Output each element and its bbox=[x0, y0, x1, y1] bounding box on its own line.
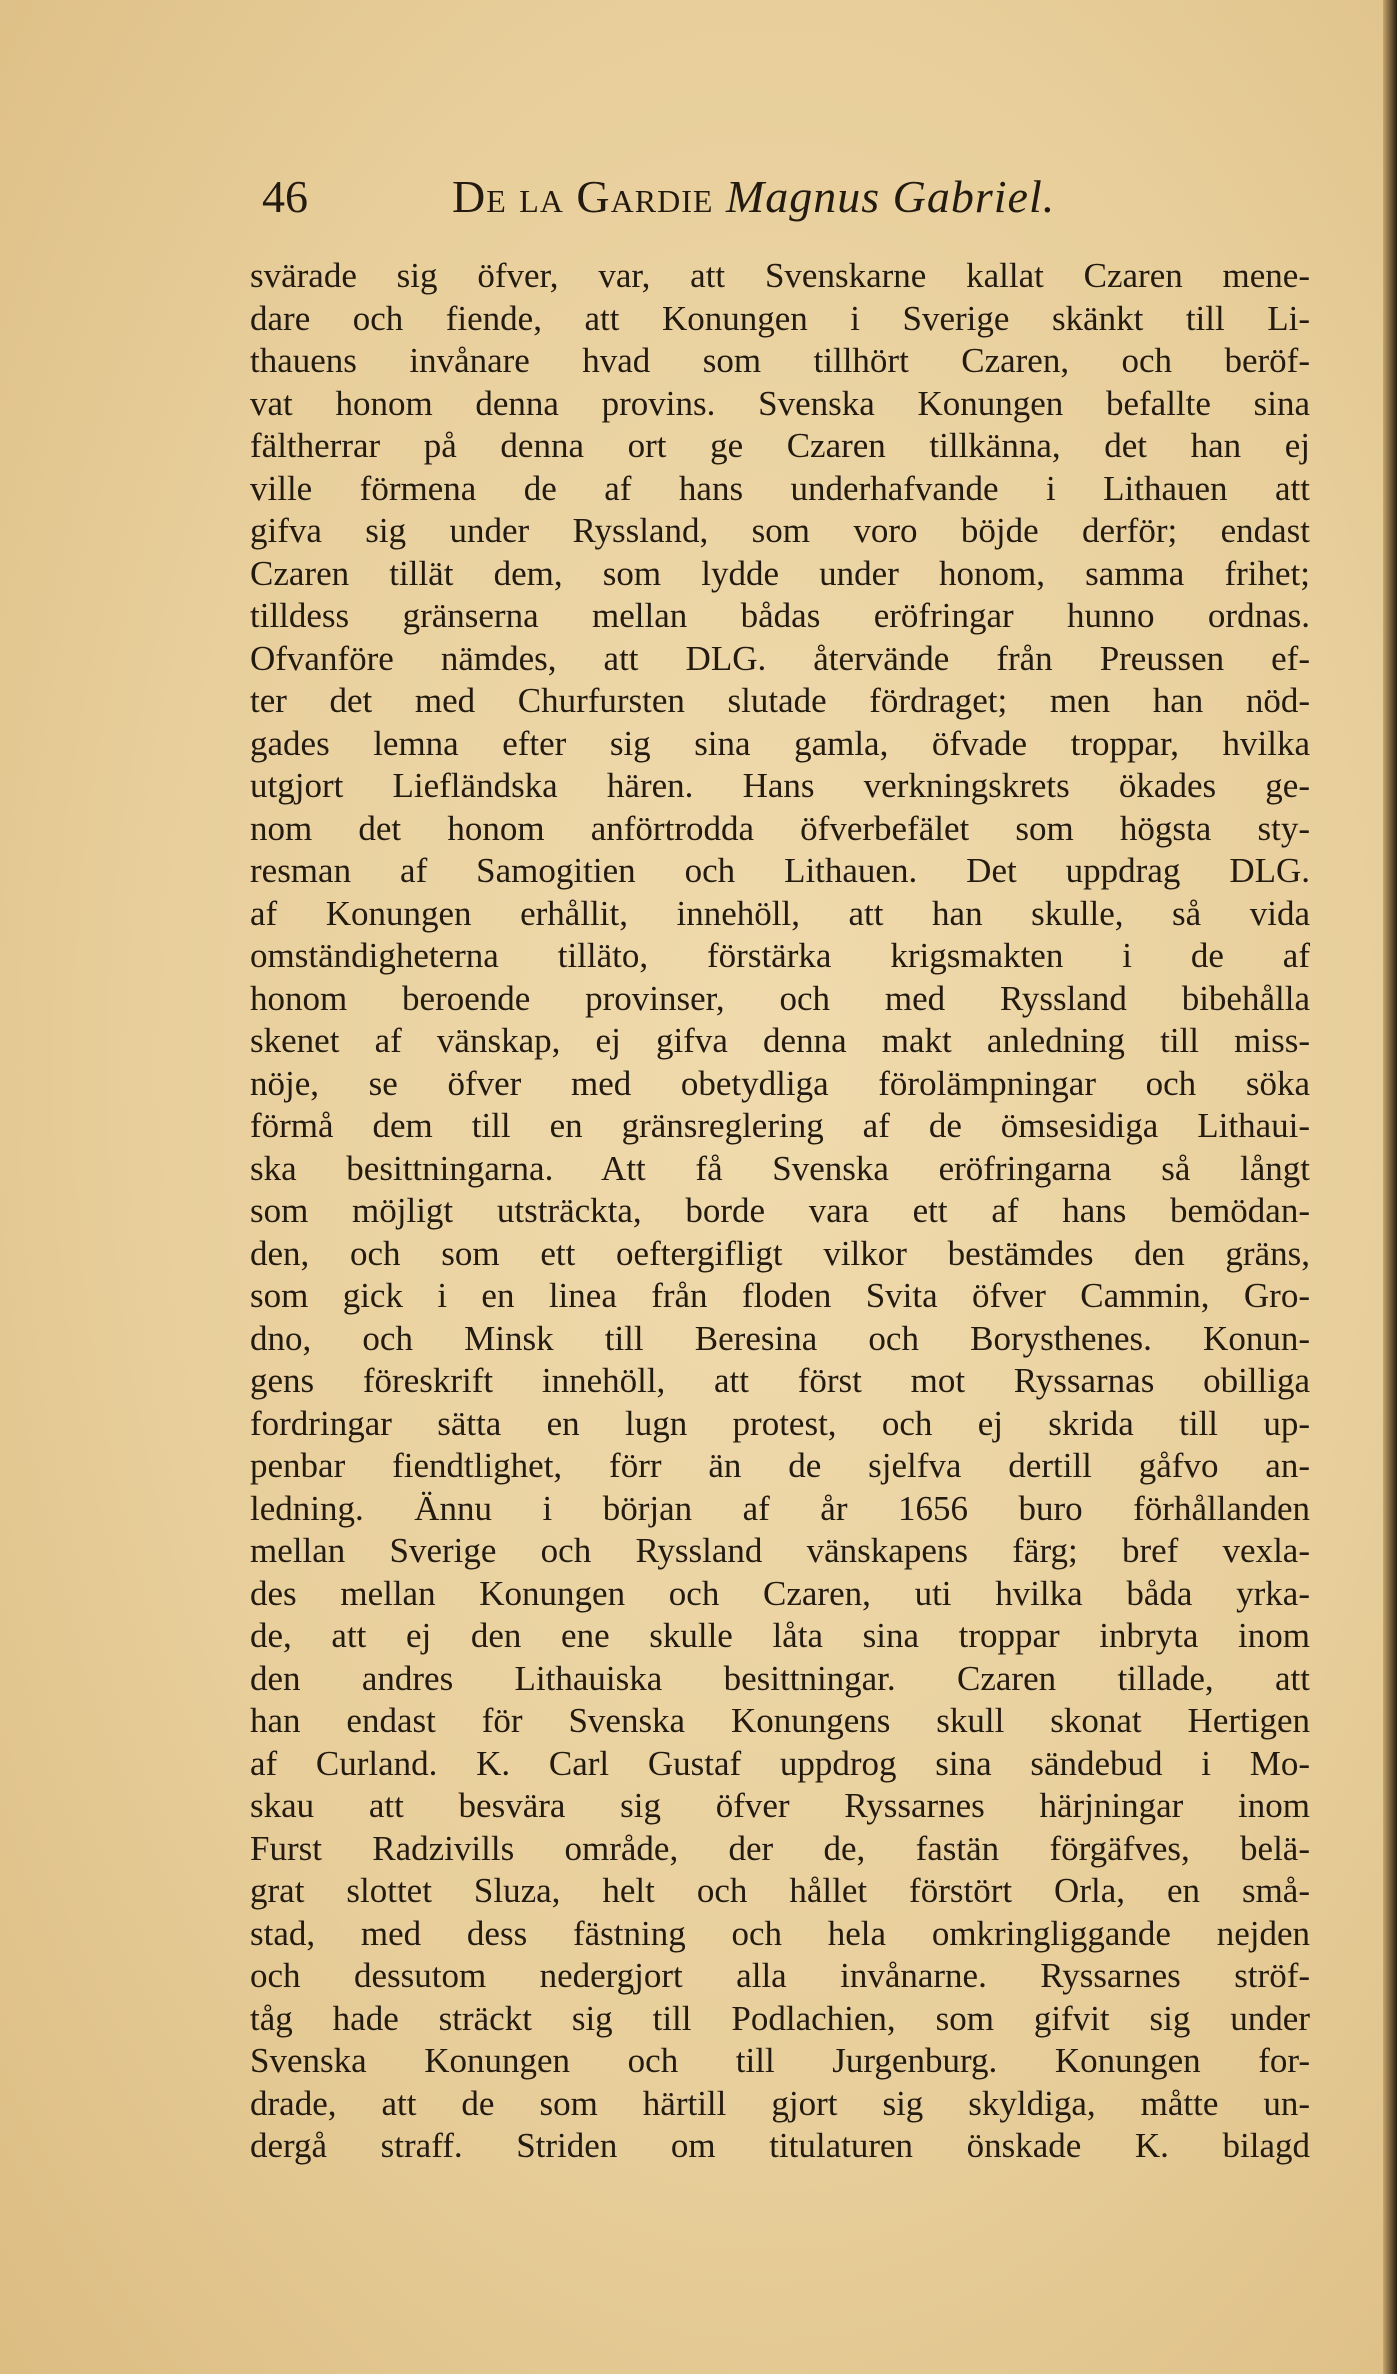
text-line: dno, och Minsk till Beresina och Borysthenes. Konun- bbox=[250, 1318, 1310, 1358]
text-line: omständigheterna tilläto, förstärka krigsmakten i de af bbox=[250, 936, 1310, 975]
text-line: stad, med dess fästning och hela omkringliggande nejden bbox=[250, 1913, 1310, 1953]
text-line: tåg hade sträckt sig till Podlachien, som gifvit sig under bbox=[250, 1998, 1310, 2038]
text-line: des mellan Konungen och Czaren, uti hvilka båda yrka- bbox=[250, 1573, 1310, 1613]
body-text bbox=[250, 255, 1310, 2168]
text-line: som möjligt utsträckta, borde vara ett af hans bemödan- bbox=[250, 1191, 1310, 1230]
text-line: Svenska Konungen och till Jurgenburg. Konungen for- bbox=[250, 2041, 1310, 2080]
text-line: Czaren tillät dem, som lydde under honom, samma frihet; bbox=[250, 553, 1310, 593]
text-line: honom beroende provinser, och med Ryssland bibehålla bbox=[250, 978, 1310, 1018]
page-header bbox=[262, 170, 1162, 240]
text-line: penbar fiendtlighet, förr än de sjelfva dertill gåfvo an- bbox=[250, 1446, 1310, 1485]
page-number: 46 bbox=[262, 171, 308, 222]
page-edge-shadow bbox=[1383, 0, 1397, 2374]
text-line: skau att besvära sig öfver Ryssarnes härjningar inom bbox=[250, 1786, 1310, 1825]
text-line: den, och som ett oeftergifligt vilkor bestämdes den gräns, bbox=[250, 1233, 1310, 1273]
text-line: gades lemna efter sig sina gamla, öfvade troppar, hvilka bbox=[250, 723, 1310, 763]
text-line: som gick i en linea från floden Svita öfver Cammin, Gro- bbox=[250, 1276, 1310, 1315]
text-line: resman af Samogitien och Lithauen. Det uppdrag DLG. bbox=[250, 851, 1310, 890]
text-line: tilldess gränserna mellan bådas eröfringar hunno ordnas. bbox=[250, 596, 1310, 635]
text-line: dergå straff. Striden om titulaturen önskade K. bilagd bbox=[250, 2126, 1310, 2165]
running-head-author-surname: De la Gardie bbox=[452, 171, 714, 222]
text-line: han endast för Svenska Konungens skull skonat Hertigen bbox=[250, 1701, 1310, 1740]
text-line: gens föreskrift innehöll, att först mot Ryssarnas obilliga bbox=[250, 1361, 1310, 1400]
text-line: af Konungen erhållit, innehöll, att han skulle, så vida bbox=[250, 893, 1310, 933]
text-line: svärade sig öfver, var, att Svenskarne kallat Czaren mene- bbox=[250, 256, 1310, 295]
text-line: ledning. Ännu i början af år 1656 buro förhållanden bbox=[250, 1488, 1310, 1528]
text-line: drade, att de som härtill gjort sig skyldiga, måtte un- bbox=[250, 2083, 1310, 2123]
text-line: nöje, se öfver med obetydliga förolämpningar och söka bbox=[250, 1063, 1310, 1103]
text-line: nom det honom anförtrodda öfverbefälet som högsta sty- bbox=[250, 808, 1310, 848]
text-line: vat honom denna provins. Svenska Konungen befallte sina bbox=[250, 383, 1310, 423]
text-line: gifva sig under Ryssland, som voro böjde derför; endast bbox=[250, 511, 1310, 550]
text-line: fältherrar på denna ort ge Czaren tillkänna, det han ej bbox=[250, 426, 1310, 465]
text-line: skenet af vänskap, ej gifva denna makt anledning till miss- bbox=[250, 1021, 1310, 1060]
text-line: af Curland. K. Carl Gustaf uppdrog sina sändebud i Mo- bbox=[250, 1743, 1310, 1783]
running-head-author-given-names: Magnus Gabriel. bbox=[725, 171, 1056, 222]
text-line: grat slottet Sluza, helt och hållet förstört Orla, en små- bbox=[250, 1871, 1310, 1910]
text-line: fordringar sätta en lugn protest, och ej skrida till up- bbox=[250, 1403, 1310, 1443]
running-head bbox=[452, 170, 1055, 223]
text-line: mellan Sverige och Ryssland vänskapens färg; bref vexla- bbox=[250, 1531, 1310, 1570]
text-line: ter det med Churfursten slutade fördraget; men han nöd- bbox=[250, 681, 1310, 720]
text-line: de, att ej den ene skulle låta sina troppar inbryta inom bbox=[250, 1616, 1310, 1655]
text-line: dare och fiende, att Konungen i Sverige skänkt till Li- bbox=[250, 298, 1310, 338]
text-line: ville förmena de af hans underhafvande i Lithauen att bbox=[250, 468, 1310, 508]
text-line: thauens invånare hvad som tillhört Czaren, och beröf- bbox=[250, 341, 1310, 380]
text-line: den andres Lithauiska besittningar. Czaren tillade, att bbox=[250, 1658, 1310, 1698]
text-line: ska besittningarna. Att få Svenska eröfringarna så långt bbox=[250, 1148, 1310, 1188]
text-line: och dessutom nedergjort alla invånarne. Ryssarnes ströf- bbox=[250, 1956, 1310, 1995]
text-line: Furst Radzivills område, der de, fastän förgäfves, belä- bbox=[250, 1828, 1310, 1868]
text-line: utgjort Liefländska hären. Hans verkningskrets ökades ge- bbox=[250, 766, 1310, 805]
text-line: förmå dem till en gränsreglering af de ömsesidiga Lithaui- bbox=[250, 1106, 1310, 1145]
text-line: Ofvanföre nämdes, att DLG. återvände från Preussen ef- bbox=[250, 638, 1310, 678]
